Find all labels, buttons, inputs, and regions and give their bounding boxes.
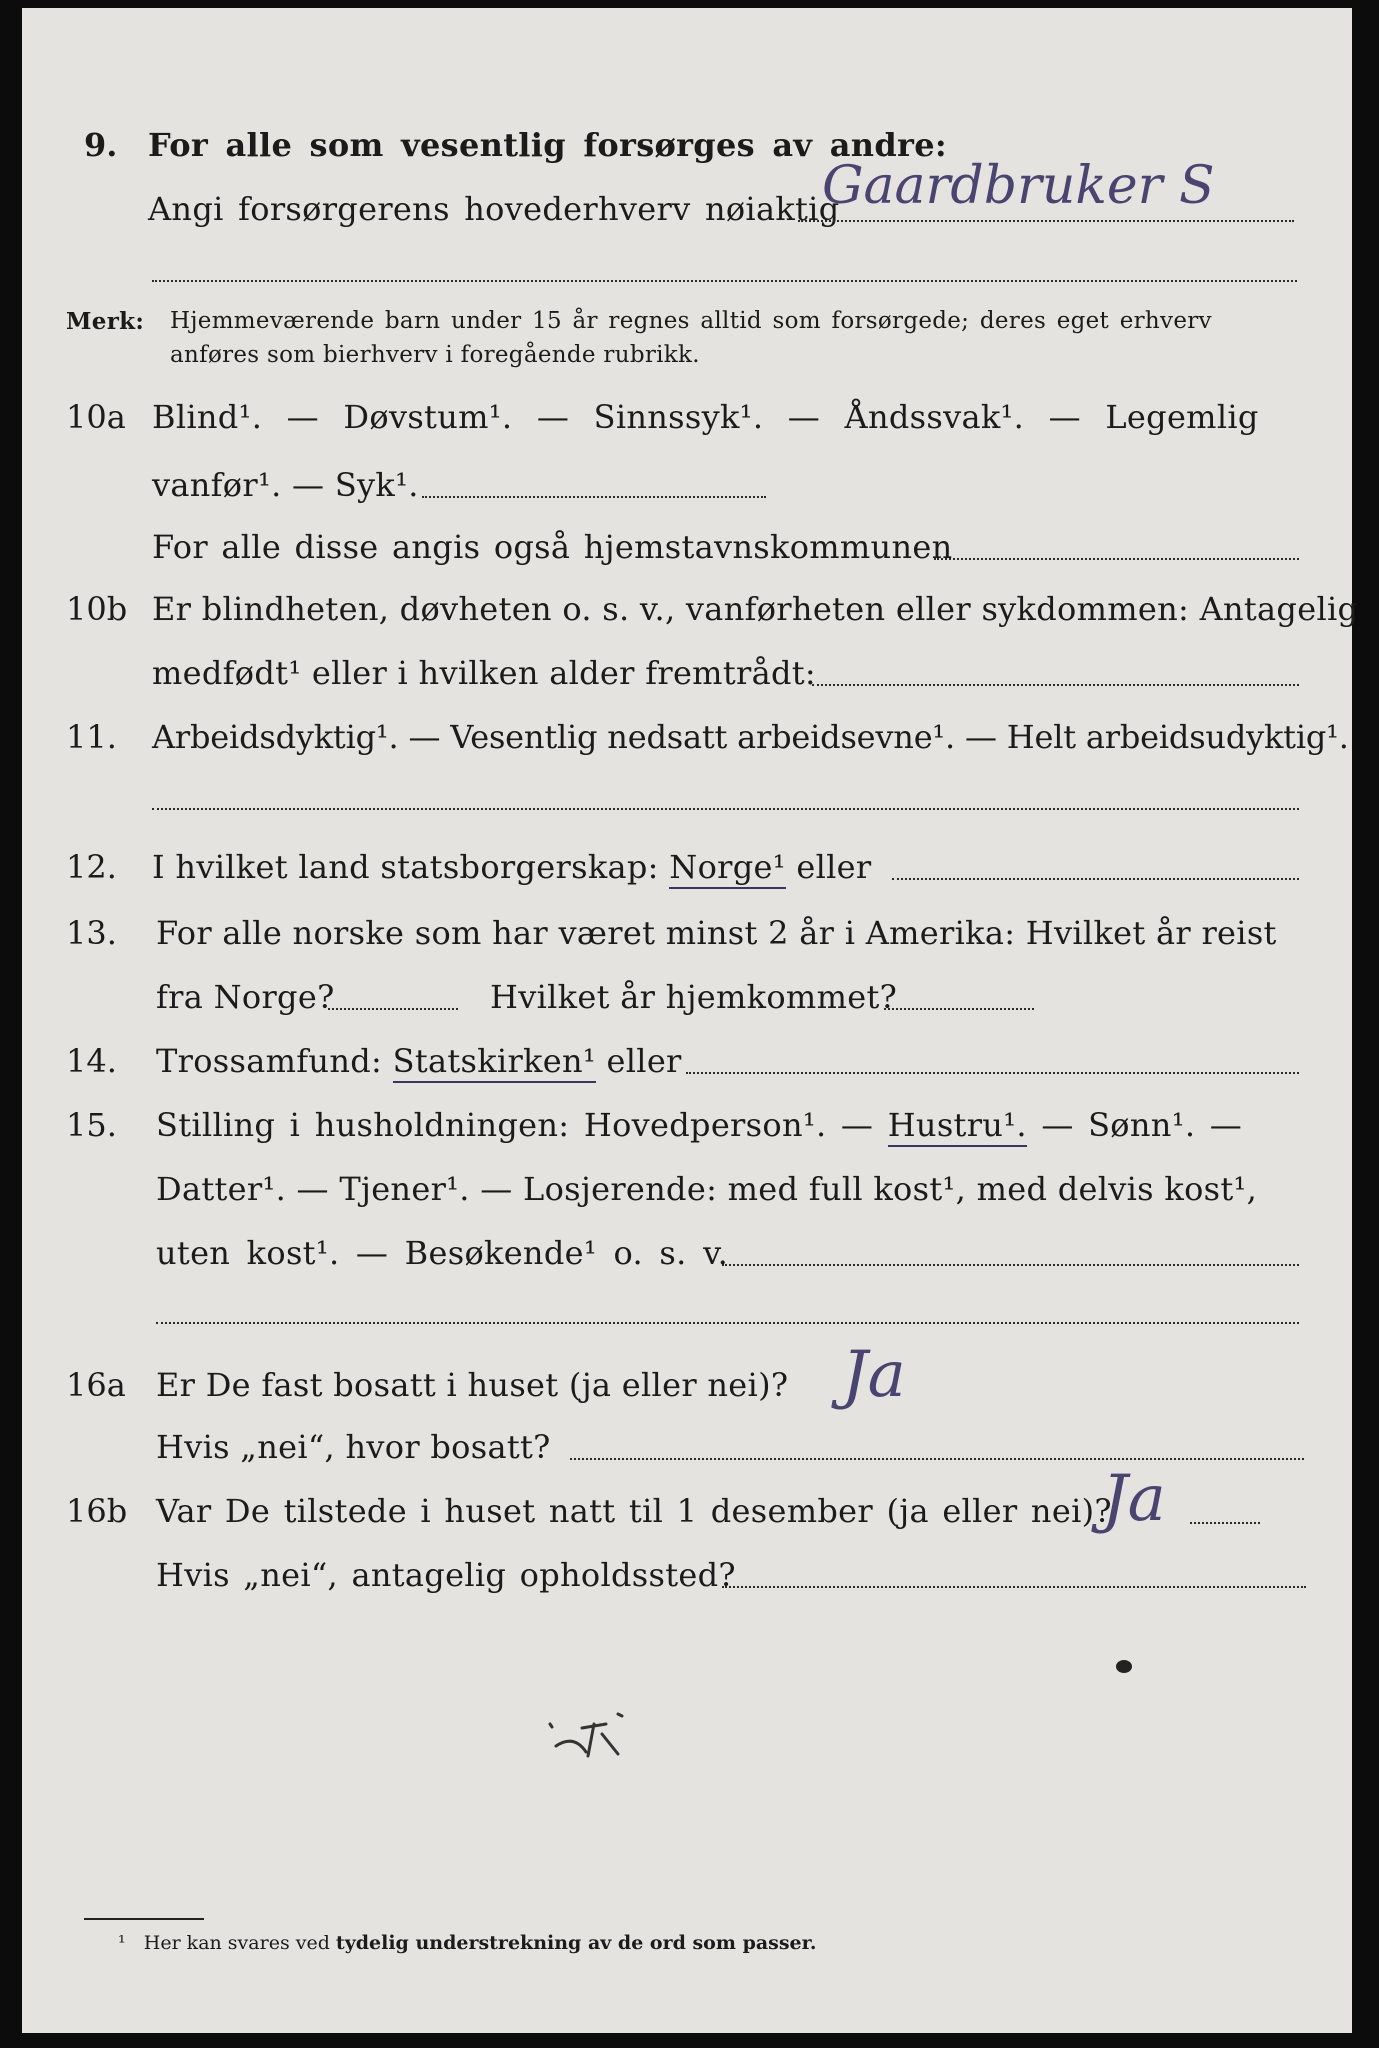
q9-answer-line: [798, 220, 1294, 222]
q16a-answer: Ja: [842, 1338, 906, 1412]
merk-label: Merk:: [66, 308, 145, 335]
q10a-line2: vanfør¹. — Syk¹.: [152, 466, 419, 504]
q9-extra-line: [152, 280, 1297, 282]
q12-text: [152, 848, 872, 886]
q10a-number: 10a: [66, 398, 126, 436]
q13-line2b: Hvilket år hjemkommet?: [490, 978, 898, 1016]
merk-line1: Hjemmeværende barn under 15 år regnes alltid som forsørgede; deres eget erhverv: [170, 308, 1212, 334]
q16b-number: 16b: [66, 1492, 128, 1530]
q11-line1: Arbeidsdyktig¹. — Vesentlig nedsatt arbeidsevne¹. — Helt arbeidsudyktig¹.: [152, 718, 1349, 756]
q10b-number: 10b: [66, 590, 128, 628]
q16b-place-line: [722, 1586, 1306, 1588]
footnote-pre: Her kan svares ved: [143, 1932, 330, 1954]
q16a-line2: Hvis „nei“, hvor bosatt?: [156, 1428, 551, 1466]
q16b-line1: Var De tilstede i huset natt til 1 desember (ja eller nei)?: [156, 1492, 1112, 1530]
q10a-line1: Blind¹. — Døvstum¹. — Sinnssyk¹. — Åndssvak¹. — Legemlig: [152, 398, 1259, 436]
q15-line2: Datter¹. — Tjener¹. — Losjerende: med full kost¹, med delvis kost¹,: [156, 1170, 1258, 1208]
q12-number: 12.: [66, 848, 117, 886]
q10b-line2: medfødt¹ eller i hvilken alder fremtrådt:: [152, 654, 816, 692]
q11-answer-line: [152, 808, 1299, 810]
q9-line1: For alle som vesentlig forsørges av andre:: [148, 126, 947, 164]
q16b-line2: Hvis „nei“, antagelig opholdssted?: [156, 1556, 736, 1594]
q13-right-line: [884, 1008, 1034, 1010]
q10a-answer-line: [422, 496, 766, 498]
pencil-mark: [546, 1694, 646, 1764]
footnote-bold: tydelig understrekning av de ord som passer.: [335, 1932, 817, 1954]
q15-line1: [156, 1106, 1242, 1144]
q16b-answer: Ja: [1102, 1462, 1166, 1536]
q12-answer-line: [892, 878, 1299, 880]
q10b-answer-line: [812, 684, 1299, 686]
q15-line3: uten kost¹. — Besøkende¹ o. s. v.: [156, 1234, 729, 1272]
q10a-line3: For alle disse angis også hjemstavnskommunen: [152, 528, 953, 566]
q15-number: 15.: [66, 1106, 117, 1144]
q10b-line1: Er blindheten, døvheten o. s. v., vanførheten eller sykdommen: Antagelig: [152, 590, 1359, 628]
q12-pre: I hvilket land statsborgerskap:: [152, 848, 659, 886]
footnote: [118, 1932, 817, 1954]
q13-line1: For alle norske som har været minst 2 år i Amerika: Hvilket år reist: [156, 914, 1277, 952]
q14-number: 14.: [66, 1042, 117, 1080]
q14-underlined: Statskirken¹: [393, 1042, 596, 1083]
q13-left-line: [328, 1008, 458, 1010]
q15-answer-line: [722, 1264, 1299, 1266]
q14-text: [156, 1042, 682, 1080]
q15-extra-line: [156, 1322, 1299, 1324]
q14-answer-line: [686, 1072, 1299, 1074]
census-form-page: [22, 8, 1359, 2033]
q16a-answer-line: [570, 1458, 1304, 1460]
q14-post: eller: [606, 1042, 682, 1080]
q15-line1-post: — Sønn¹. —: [1041, 1106, 1243, 1144]
q13-line2a: fra Norge?: [156, 978, 335, 1016]
footnote-mark: ¹: [118, 1932, 126, 1954]
q16a-number: 16a: [66, 1366, 126, 1404]
q10a-home-line: [934, 558, 1299, 560]
q11-number: 11.: [66, 718, 117, 756]
q14-pre: Trossamfund:: [156, 1042, 383, 1080]
q16b-answer-line: [1190, 1522, 1260, 1524]
q12-post: eller: [796, 848, 872, 886]
q13-number: 13.: [66, 914, 117, 952]
q12-underlined: Norge¹: [669, 848, 786, 889]
q15-line1-pre: Stilling i husholdningen: Hovedperson¹. —: [156, 1106, 874, 1144]
footnote-rule: [84, 1918, 204, 1920]
q9-number: 9.: [84, 126, 118, 164]
merk-line2: anføres som bierhverv i foregående rubrikk.: [170, 342, 700, 368]
q9-answer: Gaardbruker S: [822, 156, 1215, 216]
q16a-line1: Er De fast bosatt i huset (ja eller nei)?: [156, 1366, 789, 1404]
q15-underlined: Hustru¹.: [888, 1106, 1027, 1147]
ink-dot: [1116, 1660, 1132, 1673]
q9-line2: Angi forsørgerens hovederhverv nøiaktig: [148, 190, 840, 228]
